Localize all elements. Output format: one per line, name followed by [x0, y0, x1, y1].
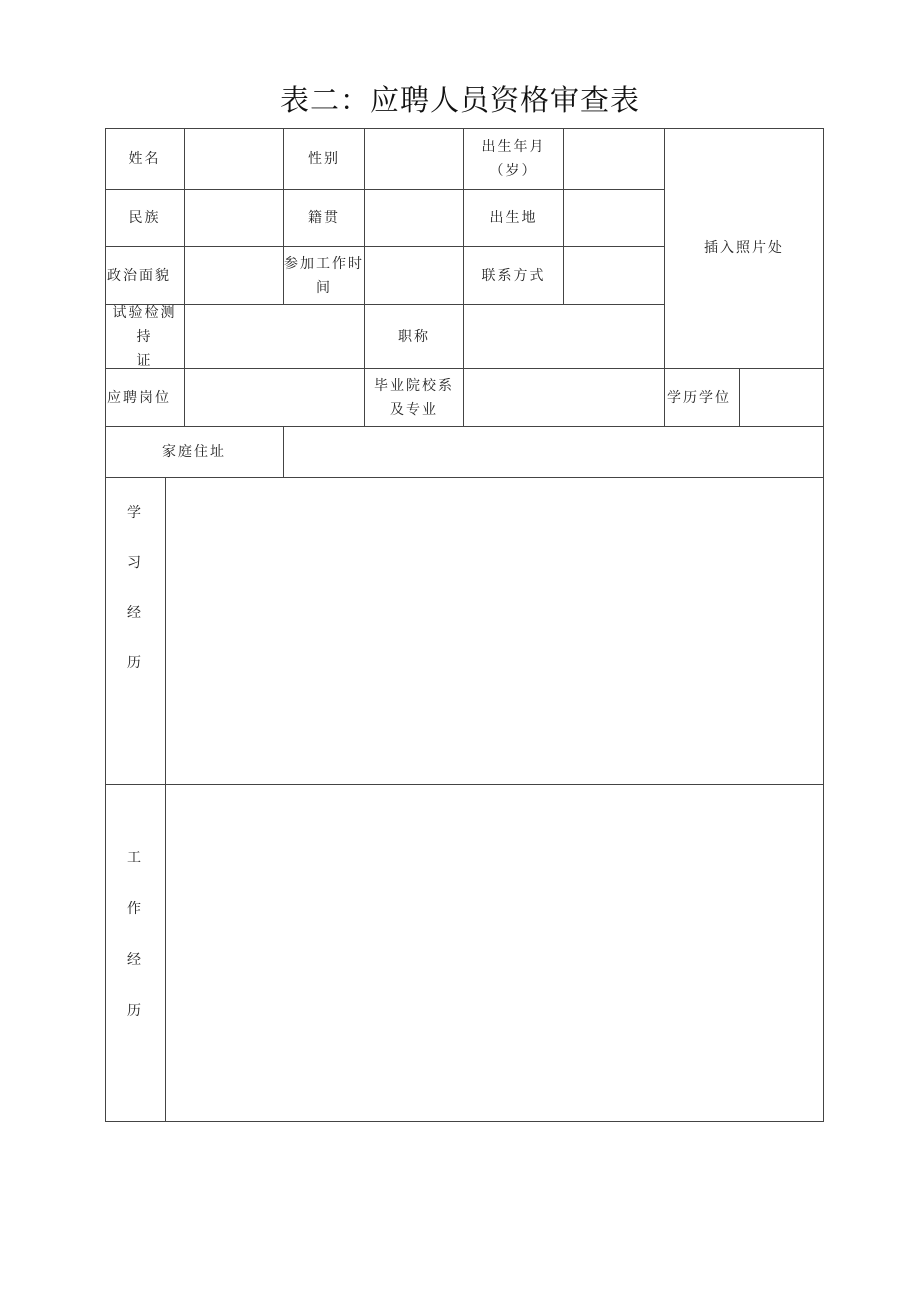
page-title: 表二：应聘人员资格审查表: [279, 83, 640, 117]
contact-field[interactable]: [564, 247, 664, 304]
study-history-field[interactable]: [166, 478, 823, 784]
study-char: 历: [127, 655, 143, 671]
label-address: 家庭住址: [162, 444, 226, 460]
label-school: [365, 369, 463, 426]
label-work-history: [105, 835, 165, 1035]
label-work-start: [284, 247, 364, 304]
birth-field[interactable]: [564, 129, 664, 189]
label-native-place: 籍贯: [308, 210, 340, 226]
study-char: 学: [127, 505, 143, 521]
work-char: 作: [127, 901, 143, 917]
label-ethnicity: 民族: [128, 210, 161, 226]
border-right: [823, 128, 824, 1122]
work-start-field[interactable]: [365, 247, 463, 304]
label-birth-line2: （岁）: [489, 162, 538, 179]
label-contact: 联系方式: [481, 267, 546, 284]
work-history-field[interactable]: [166, 785, 823, 1121]
label-birth: [464, 128, 563, 189]
birthplace-field[interactable]: [564, 190, 664, 246]
label-cert-line2: 证: [136, 352, 153, 369]
gender-field[interactable]: [365, 129, 463, 189]
education-field[interactable]: [740, 369, 823, 426]
cert-field[interactable]: [185, 305, 364, 368]
work-char: 经: [127, 952, 143, 968]
border-bottom: [105, 1121, 824, 1122]
school-field[interactable]: [464, 369, 664, 426]
study-char: 习: [127, 555, 143, 571]
position-field[interactable]: [185, 369, 364, 426]
qualification-form: [105, 128, 824, 1122]
label-school-line1: 毕业院校系: [374, 377, 454, 394]
native-place-field[interactable]: [365, 190, 463, 246]
label-cert: [105, 305, 184, 368]
label-work-start-line2: 间: [316, 279, 332, 296]
label-work-start-line1: 参加工作时: [284, 255, 364, 272]
label-birth-line1: 出生年月: [481, 138, 546, 155]
job-title-field[interactable]: [464, 305, 664, 368]
ethnicity-field[interactable]: [185, 190, 283, 246]
photo-placeholder[interactable]: 插入照片处: [704, 240, 784, 256]
label-cert-line1: 试验检测持: [112, 304, 177, 345]
study-char: 经: [127, 605, 143, 621]
label-education: 学历学位: [667, 389, 731, 406]
work-char: 工: [127, 850, 143, 866]
label-political-status: 政治面貌: [107, 267, 171, 284]
label-gender: 性别: [308, 150, 340, 167]
name-field[interactable]: [185, 129, 283, 189]
work-char: 历: [127, 1003, 143, 1019]
label-position: 应聘岗位: [107, 389, 171, 406]
label-job-title: 职称: [398, 328, 430, 345]
label-birthplace: 出生地: [489, 210, 538, 226]
label-study-history: [105, 488, 165, 688]
address-field[interactable]: [284, 427, 823, 477]
label-name: 姓名: [128, 150, 161, 167]
label-school-line2: 及专业: [390, 401, 438, 418]
political-status-field[interactable]: [185, 247, 283, 304]
